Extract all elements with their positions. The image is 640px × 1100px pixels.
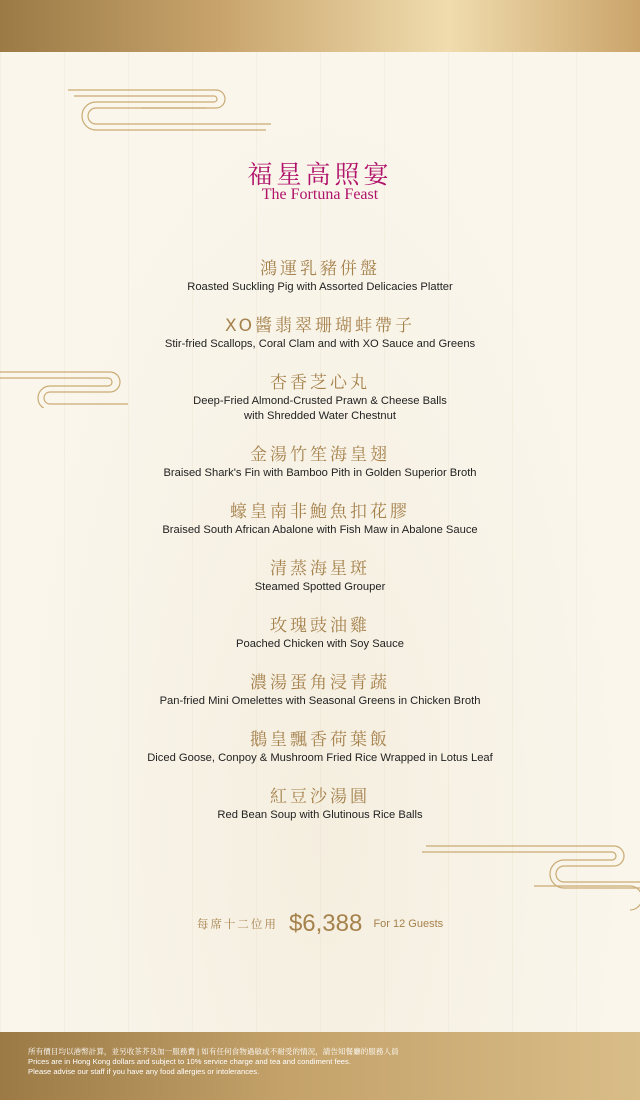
dish-name-chinese: XO醬翡翠珊瑚蚌帶子 [225, 316, 415, 336]
top-gold-band [0, 0, 640, 52]
footer-band [0, 1032, 640, 1100]
price-guests: For 12 Guests [373, 918, 444, 930]
dish-name-chinese: 紅豆沙湯圓 [270, 787, 370, 807]
footer-line-allergies: Please advise our staff if you have any food allergies or intolerances. [28, 1067, 260, 1076]
dish-item [0, 615, 640, 672]
dish-name-chinese: 鴻運乳豬併盤 [260, 259, 380, 279]
dish-name-english: Stir-fried Scallops, Coral Clam and with XO Sauce and Greens [164, 338, 476, 350]
dish-item [0, 786, 640, 843]
dish-name-english: Roasted Suckling Pig with Assorted Delicacies Platter [187, 281, 453, 293]
dish-name-chinese: 玫瑰豉油雞 [270, 616, 370, 636]
auspicious-cloud-icon [66, 78, 276, 142]
dish-item [0, 729, 640, 786]
price-label-chinese: 每席十二位用 [196, 917, 278, 931]
dish-name-english: Pan-fried Mini Omelettes with Seasonal Greens in Chicken Broth [159, 695, 481, 707]
dish-item [0, 258, 640, 315]
dish-item [0, 372, 640, 444]
footer-line-chinese: 所有價目均以港幣計算，並另收茶芥及加一服務費 | 如有任何食物過敏或不耐受的情況，請告知餐廳的服務人員 [28, 1047, 399, 1056]
price-amount: $6,388 [288, 910, 363, 937]
dish-name-english: with Shredded Water Chestnut [244, 410, 396, 422]
dish-name-chinese: 蠔皇南非鮑魚扣花膠 [230, 502, 410, 522]
dish-name-english: Red Bean Soup with Glutinous Rice Balls [217, 809, 423, 821]
price-line [0, 910, 640, 938]
dish-name-english: Braised South African Abalone with Fish Maw in Abalone Sauce [162, 524, 478, 536]
dish-name-english: Deep-Fried Almond-Crusted Prawn & Cheese Balls [193, 395, 447, 407]
dish-name-chinese: 清蒸海星斑 [270, 559, 370, 579]
dish-name-chinese: 鵝皇飄香荷葉飯 [250, 730, 390, 750]
dish-item [0, 672, 640, 729]
dish-item [0, 315, 640, 372]
dish-list [0, 258, 640, 843]
dish-item [0, 444, 640, 501]
menu-title-chinese: 福星高照宴 [247, 160, 393, 189]
dish-name-chinese: 金湯竹笙海皇翅 [250, 445, 390, 465]
dish-name-chinese: 杏香芝心丸 [270, 373, 370, 393]
auspicious-cloud-icon [414, 840, 640, 916]
dish-name-english: Poached Chicken with Soy Sauce [236, 638, 404, 650]
dish-item [0, 558, 640, 615]
dish-name-chinese: 濃湯蛋角浸青蔬 [250, 673, 390, 693]
menu-title-english: The Fortuna Feast [261, 186, 379, 203]
dish-item [0, 501, 640, 558]
footer-line-prices: Prices are in Hong Kong dollars and subject to 10% service charge and tea and condiment fees. [28, 1057, 351, 1066]
dish-name-english: Diced Goose, Conpoy & Mushroom Fried Rice Wrapped in Lotus Leaf [147, 752, 493, 764]
dish-name-english: Steamed Spotted Grouper [254, 581, 386, 593]
footer-notice [28, 1047, 399, 1077]
dish-name-english: Braised Shark's Fin with Bamboo Pith in Golden Superior Broth [163, 467, 477, 479]
